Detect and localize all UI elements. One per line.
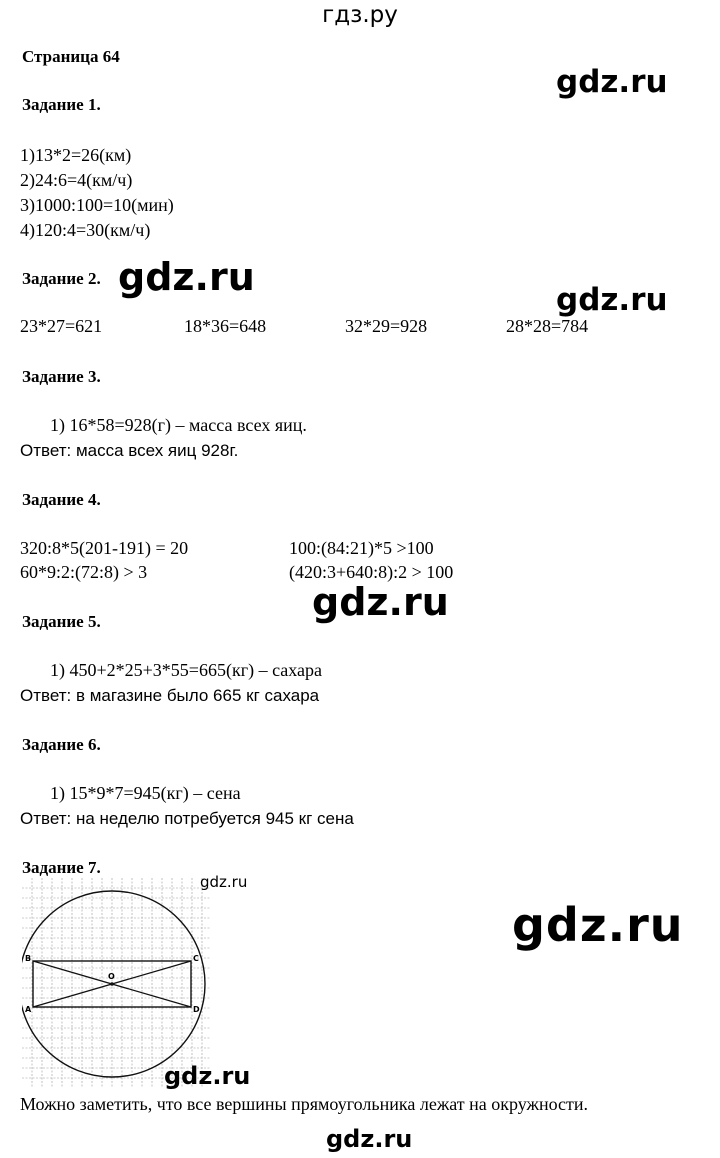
task-4-left: 60*9:2:(72:8) > 3 — [20, 562, 148, 582]
task-6-answer: Ответ: на неделю потребуется 945 кг сена — [20, 809, 354, 828]
label-c: C — [193, 954, 199, 963]
page-heading: Страница 64 — [22, 47, 120, 66]
watermark: gdz.ru — [556, 282, 668, 318]
watermark: gdz.ru — [312, 580, 449, 624]
task-1-line: 2)24:6=4(км/ч) — [20, 170, 133, 190]
watermark: gdz.ru — [556, 64, 668, 100]
circle-rectangle-figure — [22, 878, 210, 1088]
site-title: гдз.ру — [322, 2, 398, 28]
watermark: gdz.ru — [118, 255, 255, 299]
task-6-step: 1) 15*9*7=945(кг) – сена — [50, 783, 241, 803]
task-1-line: 3)1000:100=10(мин) — [20, 195, 174, 215]
task-2-cell: 32*29=928 — [345, 316, 428, 336]
task-1-line: 1)13*2=26(км) — [20, 145, 132, 165]
task-5-title: Задание 5. — [22, 612, 101, 631]
watermark: gdz.ru — [512, 898, 684, 952]
task-3-answer: Ответ: масса всех яиц 928г. — [20, 441, 239, 460]
task-2-cell: 28*28=784 — [506, 316, 589, 336]
task-3-title: Задание 3. — [22, 367, 101, 386]
task-6-title: Задание 6. — [22, 735, 101, 754]
task-4-right: (420:3+640:8):2 > 100 — [289, 562, 454, 582]
label-b: B — [25, 954, 32, 963]
task-5-step: 1) 450+2*25+3*55=665(кг) – сахара — [50, 660, 323, 680]
task-2-title: Задание 2. — [22, 269, 101, 288]
task-1-title: Задание 1. — [22, 95, 101, 114]
task-1-line: 4)120:4=30(км/ч) — [20, 220, 151, 240]
watermark: gdz.ru — [200, 873, 248, 891]
task-5-answer: Ответ: в магазине было 665 кг сахара — [20, 686, 320, 705]
task-2-cell: 18*36=648 — [184, 316, 267, 336]
watermark: gdz.ru — [164, 1062, 251, 1090]
label-a: A — [25, 1005, 32, 1014]
task-7-conclusion: Можно заметить, что все вершины прямоугольника лежат на окружности. — [20, 1094, 589, 1114]
task-4-right: 100:(84:21)*5 >100 — [289, 538, 434, 558]
task-4-title: Задание 4. — [22, 490, 101, 509]
task-3-step: 1) 16*58=928(г) – масса всех яиц. — [50, 415, 307, 435]
task-2-cell: 23*27=621 — [20, 316, 103, 336]
label-o: O — [108, 972, 115, 981]
task-7-title: Задание 7. — [22, 858, 101, 877]
task-4-left: 320:8*5(201-191) = 20 — [20, 538, 189, 558]
label-d: D — [193, 1005, 200, 1014]
watermark: gdz.ru — [326, 1125, 413, 1153]
